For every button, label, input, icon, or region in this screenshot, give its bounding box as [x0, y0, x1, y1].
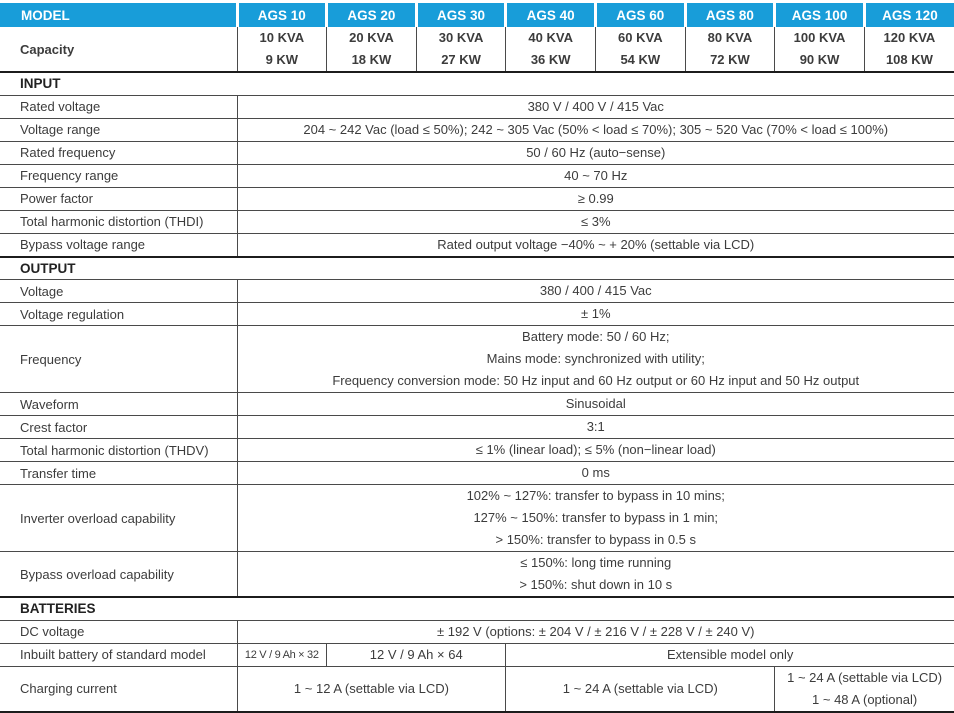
value-line: 380 V / 400 V / 415 Vac: [527, 98, 664, 114]
value-line: Frequency conversion mode: 50 Hz input and 60 Hz output or 60 Hz input and 50 Hz output: [332, 373, 860, 388]
value-line: Sinusoidal: [565, 396, 626, 411]
spec-row: [0, 666, 954, 712]
value-line: ≤ 1% (linear load); ≤ 5% (non−linear load): [475, 442, 716, 457]
capacity-line: 90 KW: [799, 52, 840, 67]
value-line: ≥ 0.99: [577, 190, 614, 206]
spec-row: [0, 141, 954, 164]
value-line: ≤ 150%: long time running: [520, 555, 672, 570]
capacity-line: 72 KW: [710, 52, 750, 67]
value-cell: [237, 280, 954, 303]
value-line: > 150%: shut down in 10 s: [519, 577, 673, 592]
model-name-cell: AGS 120: [864, 3, 954, 27]
capacity-cell: [864, 27, 954, 72]
model-name-cell: AGS 60: [596, 3, 686, 27]
value-line: 40 ~ 70 Hz: [564, 167, 628, 183]
capacity-line: 27 KW: [441, 52, 481, 67]
value-line: ≤ 3%: [580, 213, 611, 229]
value-cell: [237, 393, 954, 416]
spec-row: [0, 439, 954, 462]
capacity-line: 9 KW: [265, 52, 299, 67]
spec-row: [0, 485, 954, 552]
row-label: Crest factor: [0, 416, 237, 439]
section-title: INPUT: [0, 72, 954, 95]
spec-row: [0, 643, 954, 666]
row-label: Total harmonic distortion (THDV): [0, 439, 237, 462]
value-cell: [237, 233, 954, 257]
value-cell: [237, 95, 954, 118]
capacity-line: 18 KW: [351, 52, 392, 67]
row-label: Waveform: [0, 393, 237, 416]
model-column-header: MODEL: [0, 3, 237, 27]
section-header-row: [0, 72, 954, 95]
value-cell: [237, 326, 954, 393]
capacity-line: 36 KW: [530, 52, 571, 67]
capacity-line: 20 KVA: [349, 30, 394, 45]
value-line: ± 1%: [580, 306, 611, 321]
value-cell: [237, 462, 954, 485]
spec-row: [0, 233, 954, 257]
capacity-line: 40 KVA: [528, 30, 573, 45]
value-cell: [327, 643, 506, 666]
capacity-cell: [775, 27, 865, 72]
row-label: Charging current: [0, 666, 237, 712]
value-line: Battery mode: 50 / 60 Hz;: [522, 329, 670, 344]
section-title: OUTPUT: [0, 257, 954, 280]
value-line: 12 V / 9 Ah × 64: [369, 646, 463, 662]
value-line: Rated output voltage −40% ~ + 20% (settable via LCD): [437, 236, 755, 252]
capacity-line: 108 KW: [885, 52, 933, 67]
capacity-line: 100 KVA: [793, 30, 846, 45]
spec-table-body: [0, 27, 954, 712]
capacity-line: 30 KVA: [438, 30, 484, 45]
spec-table: [0, 3, 954, 713]
capacity-label: Capacity: [0, 27, 237, 72]
value-cell: [237, 303, 954, 326]
capacity-cell: [416, 27, 506, 72]
capacity-line: 120 KVA: [883, 30, 936, 45]
spec-row: [0, 95, 954, 118]
value-cell: [237, 485, 954, 552]
model-name-cell: AGS 10: [237, 3, 327, 27]
spec-row: [0, 210, 954, 233]
value-cell: [237, 666, 506, 712]
row-label: Frequency: [0, 326, 237, 393]
spec-row: [0, 118, 954, 141]
row-label: Voltage: [0, 280, 237, 303]
value-line: ± 192 V (options: ± 204 V / ± 216 V / ± 228 V / ± 240 V): [436, 623, 755, 639]
value-line: Mains mode: synchronized with utility;: [486, 351, 705, 366]
row-label: DC voltage: [0, 620, 237, 643]
value-cell: [237, 620, 954, 643]
row-label: Bypass voltage range: [0, 233, 237, 257]
row-label: Rated frequency: [0, 141, 237, 164]
value-cell: [237, 416, 954, 439]
spec-row: [0, 393, 954, 416]
capacity-cell: [596, 27, 686, 72]
spec-row: [0, 280, 954, 303]
value-line: 1 ~ 12 A (settable via LCD): [293, 680, 449, 696]
row-label: Total harmonic distortion (THDI): [0, 210, 237, 233]
value-cell: [237, 141, 954, 164]
value-cell: [237, 164, 954, 187]
value-line: > 150%: transfer to bypass in 0.5 s: [495, 532, 697, 547]
value-line: 0 ms: [581, 465, 610, 480]
section-header-row: [0, 257, 954, 280]
spec-row: [0, 303, 954, 326]
value-cell: [237, 187, 954, 210]
model-name-cell: AGS 20: [327, 3, 417, 27]
model-name-cell: AGS 80: [685, 3, 775, 27]
value-cell: [237, 643, 327, 666]
spec-row: [0, 187, 954, 210]
value-line: 204 ~ 242 Vac (load ≤ 50%); 242 ~ 305 Vac (50% < load ≤ 70%); 305 ~ 520 Vac (70% < load ≤ 100%): [303, 121, 889, 137]
row-label: Voltage regulation: [0, 303, 237, 326]
value-line: 12 V / 9 Ah × 32: [244, 648, 319, 661]
capacity-line: 80 KVA: [707, 30, 753, 45]
value-line: 127% ~ 150%: transfer to bypass in 1 min;: [473, 510, 719, 525]
spec-row: [0, 326, 954, 393]
row-label: Power factor: [0, 187, 237, 210]
spec-row: [0, 620, 954, 643]
model-name-cell: AGS 100: [775, 3, 865, 27]
value-line: Extensible model only: [666, 646, 794, 662]
value-cell: [775, 666, 954, 712]
value-line: 102% ~ 127%: transfer to bypass in 10 mins;: [466, 488, 725, 503]
section-title: BATTERIES: [0, 597, 954, 620]
model-header-row: [0, 3, 954, 27]
row-label: Rated voltage: [0, 95, 237, 118]
capacity-cell: [237, 27, 327, 72]
capacity-line: 10 KVA: [259, 30, 305, 45]
value-line: 50 / 60 Hz (auto−sense): [526, 144, 666, 160]
value-cell: [237, 210, 954, 233]
capacity-cell: [327, 27, 417, 72]
value-line: 380 / 400 / 415 Vac: [539, 283, 652, 298]
model-name-cell: AGS 40: [506, 3, 596, 27]
spec-row: [0, 462, 954, 485]
capacity-cell: [685, 27, 775, 72]
capacity-cell: [506, 27, 596, 72]
capacity-line: 60 KVA: [618, 30, 663, 45]
value-line: 1 ~ 24 A (settable via LCD): [787, 669, 943, 685]
spec-row: [0, 552, 954, 598]
value-cell: [237, 552, 954, 598]
row-label: Inbuilt battery of standard model: [0, 643, 237, 666]
value-cell: [237, 439, 954, 462]
row-label: Bypass overload capability: [0, 552, 237, 598]
capacity-line: 54 KW: [620, 52, 661, 67]
spec-row: [0, 416, 954, 439]
value-cell: [506, 643, 954, 666]
capacity-row: [0, 27, 954, 72]
value-cell: [506, 666, 775, 712]
value-line: 1 ~ 48 A (optional): [812, 691, 918, 707]
row-label: Voltage range: [0, 118, 237, 141]
row-label: Inverter overload capability: [0, 485, 237, 552]
value-cell: [237, 118, 954, 141]
row-label: Transfer time: [0, 462, 237, 485]
spec-table-head: [0, 3, 954, 27]
section-header-row: [0, 597, 954, 620]
value-line: 1 ~ 24 A (settable via LCD): [562, 680, 718, 696]
value-line: 3:1: [586, 419, 605, 434]
spec-row: [0, 164, 954, 187]
model-name-cell: AGS 30: [416, 3, 506, 27]
row-label: Frequency range: [0, 164, 237, 187]
